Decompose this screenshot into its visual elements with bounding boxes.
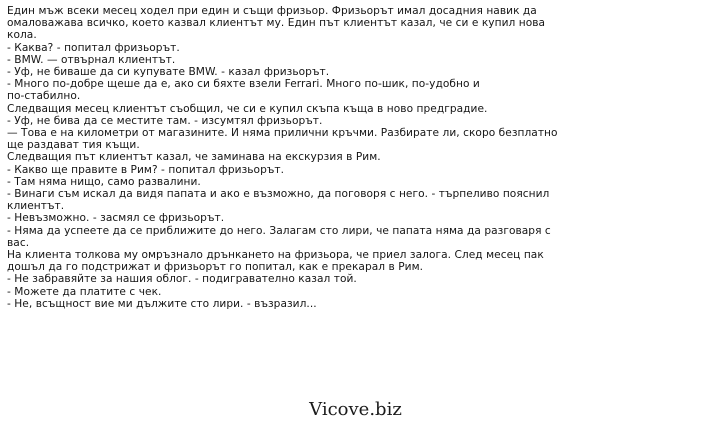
site-watermark: Vicove.biz (309, 399, 402, 420)
joke-text: Един мъж всеки месец ходел при един и същи фризьор. Фризьорът имал досадния навик да омаловажава всичко, което казвал клиентът му. Един път клиентът казал, че си е купил нова кола. - Каква? - попитал фризьорът. - BMW. — отвърнал клиентът. - Уф, не биваше да си купувате BMW. - казал фризьорът. - Много по-добре щеше да е, ако си бяхте взели Ferrari. Много по-шик, по-удобно и по-стабилно. Следващия месец клиентът съобщил, че си е купил скъпа къща в ново предградие. - Уф, не бива да се местите там. - изсумтял фризьорът. — Това е на километри от магазините. И няма прилични кръчми. Разбирате ли, скоро безплатно ще раздават тия къщи. Следващия път клиентът казал, че заминава на екскурзия в Рим. - Какво ще правите в Рим? - попитал фризьорът. - Там няма нищо, само развалини. - Винаги съм искал да видя папата и ако е възможно, да поговоря с него. - търпеливо пояснил клиентът. - Невъзможно. - засмял се фризьорът. - Няма да успеете да се приближите до него. Залагам сто лири, че папата няма да разговаря с вас. На клиента толкова му омръзнало дрънкането на фризьора, че приел залога. След месец пак дошъл да го подстрижат и фризьорът го попитал, как е прекарал в Рим. - Не забравяйте за нашия облог. - подигравателно казал той. - Можете да платите с чек. - Не, всъщност вие ми дължите сто лири. - възразил... (7, 5, 558, 310)
